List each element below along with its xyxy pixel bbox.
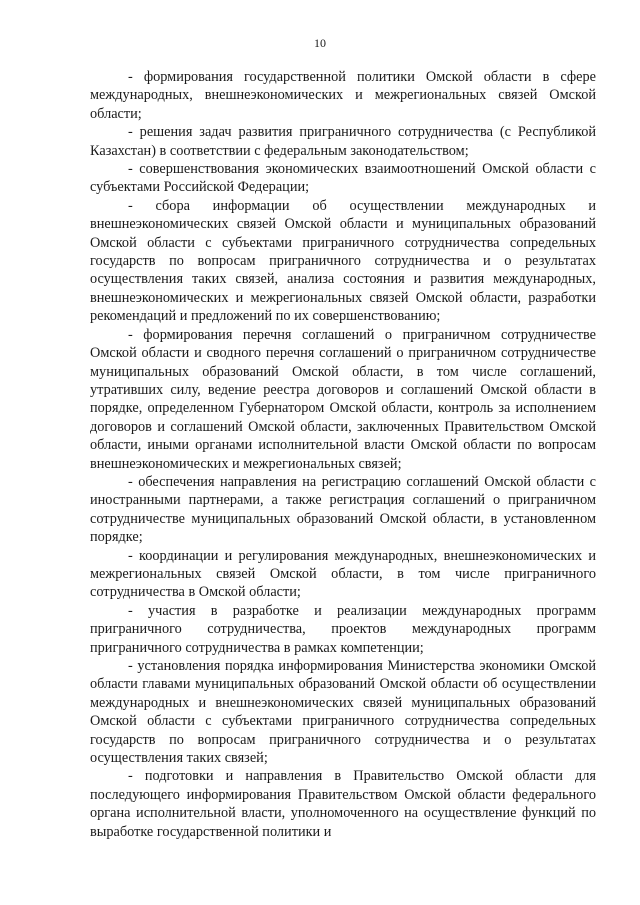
paragraph-border-cooperation: - решения задач развития приграничного сотрудничества (с Республикой Казахстан) в соответствии с федеральным законодательством; bbox=[90, 124, 596, 159]
paragraph-government-reporting: - подготовки и направления в Правительство Омской области для последующего информирования Правительством Омской области федерального органа исполнительной власти, уполномоченного на осуществление функций по выработке государственной политики и bbox=[90, 768, 596, 840]
paragraph-international-programs: - участия в разработке и реализации международных программ приграничного сотрудничества, проектов международных программ приграничного сотрудничества в рамках компетенции; bbox=[90, 602, 596, 656]
paragraph-economic-relations: - совершенствования экономических взаимоотношений Омской области с субъектами Российской Федерации; bbox=[90, 161, 596, 196]
paragraph-agreements-registration: - обеспечения направления на регистрацию соглашений Омской области с иностранными партнерами, а также регистрация соглашений о приграничном сотрудничестве муниципальных образований Омской области, в установленном порядке; bbox=[90, 473, 596, 546]
paragraph-agreements-list: - формирования перечня соглашений о приграничном сотрудничестве Омской области и сводного перечня соглашений о приграничном сотрудничестве муниципальных образований Омской области, в том числе соглашений, утративших силу, ведение реестра договоров и соглашений Омской области в порядке, определенном Губернатором Омской области, контроль за исполнением договоров и соглашений Омской области, заключенных Правительством Омской области, иными органами исполнительной власти Омской области по вопросам внешнеэкономических и межрегиональных связей; bbox=[90, 326, 596, 472]
page-number: 10 bbox=[314, 36, 326, 50]
paragraph-coordination: - координации и регулирования международных, внешнеэкономических и межрегиональных связей Омской области, в том числе приграничного сотрудничества в Омской области; bbox=[90, 547, 596, 601]
paragraph-policy-formation: - формирования государственной политики Омской области в сфере международных, внешнеэкономических и межрегиональных связей Омской области; bbox=[90, 69, 596, 122]
paragraph-information-collection: - сбора информации об осуществлении международных и внешнеэкономических связей Омской области и муниципальных образований Омской области с субъектами приграничного сотрудничества сопредельных государств по вопросам приграничного сотрудничества и о результатах осуществления таких связей, анализа состояния и развития международных, внешнеэкономических и межрегиональных связей Омской области, разработки рекомендаций и предложений по их совершенствованию; bbox=[90, 197, 596, 325]
paragraph-information-procedure: - установления порядка информирования Министерства экономики Омской области главами муниципальных образований Омской области об осуществлении международных и внешнеэкономических связей муниципальных образований Омской области с субъектами приграничного сотрудничества сопредельных государств по вопросам приграничного сотрудничества и о результатах осуществления таких связей; bbox=[90, 658, 596, 767]
document-body bbox=[90, 68, 596, 841]
